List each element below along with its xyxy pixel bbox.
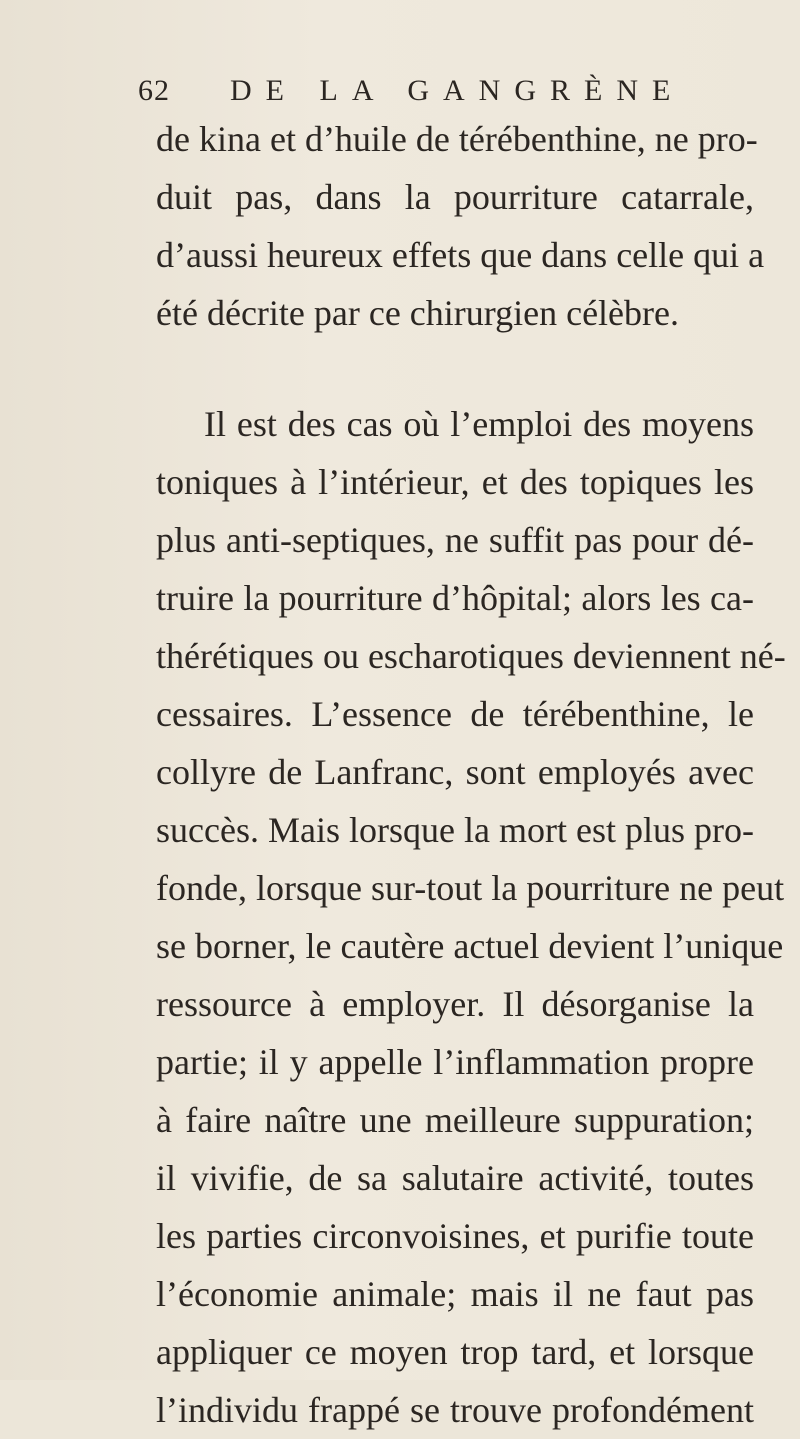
text-line: collyre de Lanfranc, sont employés avec — [156, 752, 754, 792]
text-line: fonde, lorsque sur-tout la pourriture ne peut — [156, 868, 785, 908]
text-line: l’économie animale; mais il ne faut pas — [156, 1274, 754, 1314]
text-line: toniques à l’intérieur, et des topiques les — [156, 462, 754, 502]
text-line: été décrite par ce chirurgien célèbre. — [156, 293, 680, 333]
text-line: à faire naître une meilleure suppuration; — [156, 1100, 754, 1140]
text-line: duit pas, dans la pourriture catarrale, — [156, 177, 754, 217]
page-header — [138, 74, 740, 114]
text-line: ressource à employer. Il désorganise la — [156, 984, 754, 1024]
text-line: d’aussi heureux effets que dans celle qui a — [156, 235, 765, 275]
text-line: succès. Mais lorsque la mort est plus pro- — [156, 810, 754, 850]
text-line: les parties circonvoisines, et purifie toute — [156, 1216, 754, 1256]
text-line: Il est des cas où l’emploi des moyens — [204, 404, 754, 444]
text-line: se borner, le cautère actuel devient l’unique — [156, 926, 784, 966]
text-line: plus anti-septiques, ne suffit pas pour dé- — [156, 520, 754, 560]
paragraph-2 — [156, 395, 786, 1439]
running-title: DE LA GANGRÈNE — [230, 74, 685, 107]
body-text — [156, 110, 786, 1439]
text-line: cessaires. L’essence de térébenthine, le — [156, 694, 754, 734]
text-line: de kina et d’huile de térébenthine, ne pro- — [156, 119, 758, 159]
page-number: 62 — [138, 74, 170, 107]
text-line: il vivifie, de sa salutaire activité, toutes — [156, 1158, 754, 1198]
text-line: appliquer ce moyen trop tard, et lorsque — [156, 1332, 754, 1372]
text-line: partie; il y appelle l’inflammation propre — [156, 1042, 754, 1082]
text-line: l’individu frappé se trouve profondément — [156, 1390, 754, 1430]
text-line: truire la pourriture d’hôpital; alors les ca- — [156, 578, 754, 618]
paragraph-1 — [156, 110, 765, 342]
text-line: thérétiques ou escharotiques deviennent né- — [156, 636, 786, 676]
